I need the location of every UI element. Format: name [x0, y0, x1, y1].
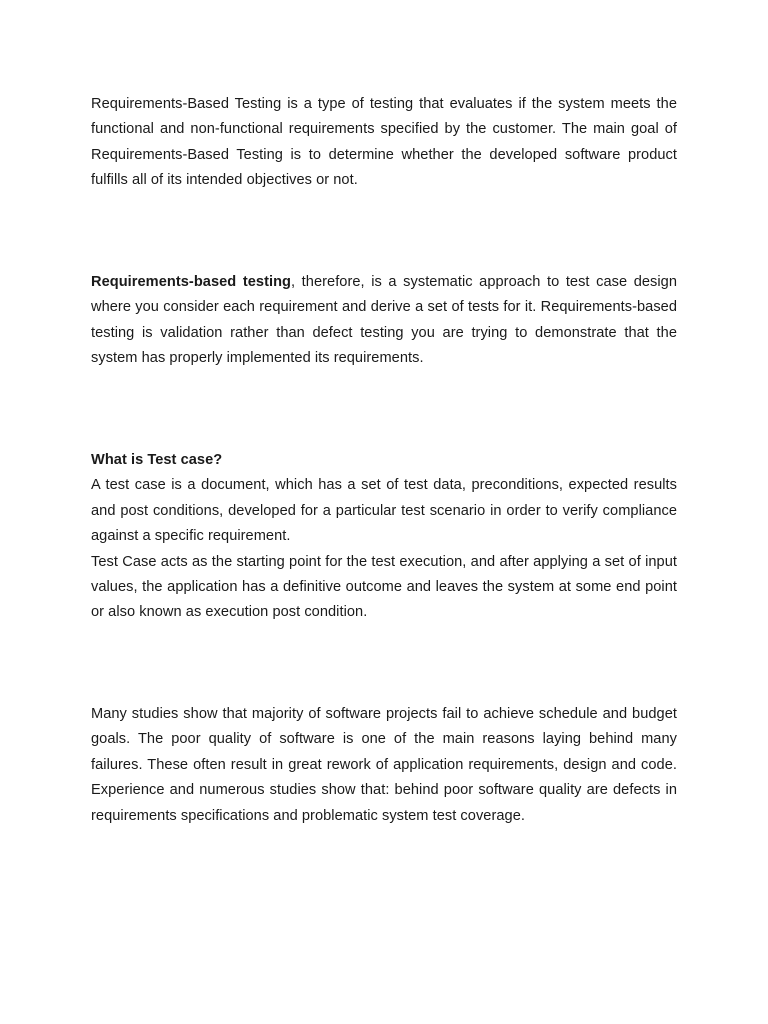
bold-term-requirements-based-testing: Requirements-based testing [91, 274, 292, 290]
test-case-execution-description: Test Case acts as the starting point for the test execution, and after applying a set of input values, the application has a definitive outcome and leaves the system at some end point or also known as execution post condition. [91, 553, 677, 621]
paragraph-systematic-approach-body: , therefore, is a systematic approach to test case design where you consider each requirement and derive a set of tests for it. Requirements-based testing is validation rather than defect testing you are trying to demonstrate that the system has properly implemented its requirements. [91, 274, 678, 367]
test-case-definition: A test case is a document, which has a set of test data, preconditions, expected results and post conditions, developed for a particular test scenario in order to verify compliance against a specific requirement. [91, 477, 677, 545]
section-test-case [91, 448, 677, 626]
paragraph-software-project-failures: Many studies show that majority of software projects fail to achieve schedule and budget goals. The poor quality of software is one of the main reasons laying behind many failures. These often result in great rework of application requirements, design and code. Experience and numerous studies show that: behind poor software quality are defects in requirements specifications and problematic system test coverage. [91, 706, 677, 824]
section-heading-what-is-test-case: What is Test case? [91, 452, 223, 468]
paragraph-requirements-based-testing-intro: Requirements-Based Testing is a type of testing that evaluates if the system meets the functional and non-functional requirements specified by the customer. The main goal of Requirements-Based Testing is to determine whether the developed software product fulfills all of its intended objectives or not. [91, 96, 677, 189]
paragraph-systematic-approach [91, 270, 677, 372]
